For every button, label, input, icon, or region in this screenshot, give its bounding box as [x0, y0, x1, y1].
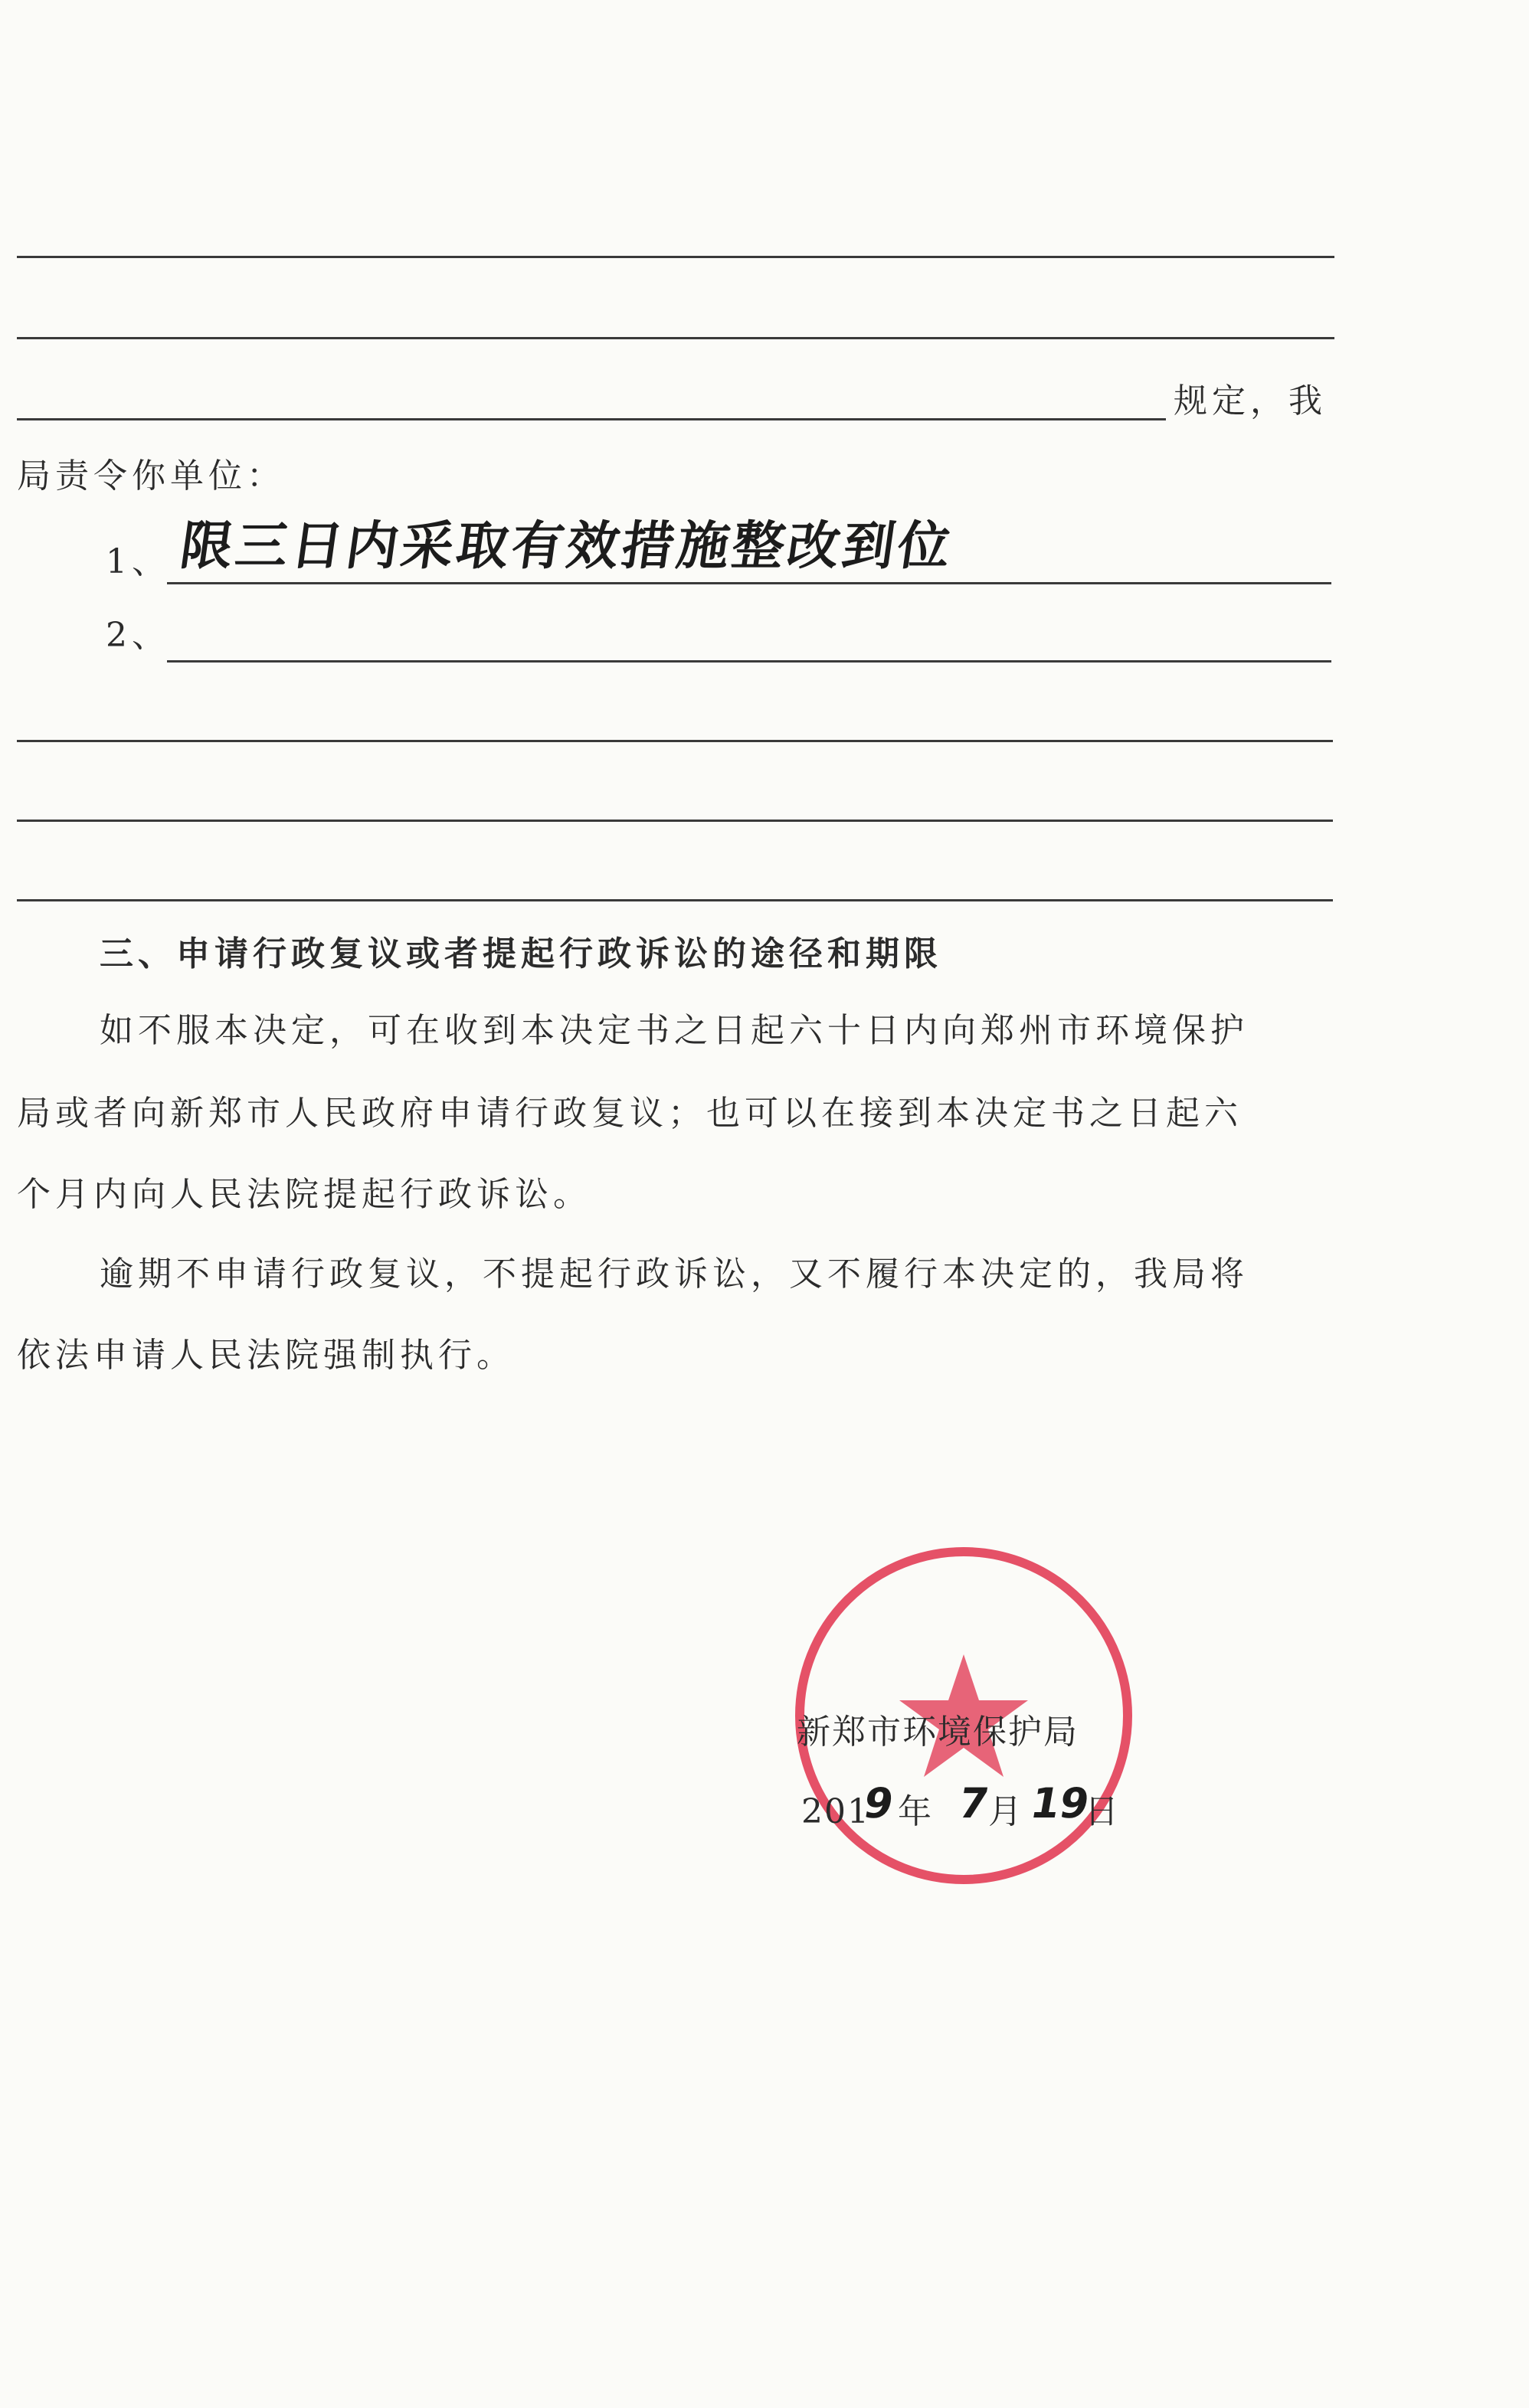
- paragraph-2-line-1: 逾期不申请行政复议，不提起行政诉讼，又不履行本决定的，我局将: [100, 1255, 1249, 1294]
- item-2-underline: [167, 660, 1331, 663]
- blank-line-4: [17, 740, 1333, 742]
- section-three-heading: 三、申请行政复议或者提起行政诉讼的途径和期限: [100, 934, 942, 973]
- date-prefix: 201: [801, 1792, 870, 1831]
- blank-line-2: [17, 337, 1334, 339]
- item-1-number: 1、: [106, 542, 170, 581]
- blank-line-3: [17, 418, 1166, 420]
- paragraph-2-line-2: 依法申请人民法院强制执行。: [17, 1336, 515, 1375]
- blank-line-1: [17, 256, 1334, 258]
- item-2-number: 2、: [106, 616, 170, 655]
- paragraph-1-line-1: 如不服本决定，可在收到本决定书之日起六十日内向郑州市环境保护: [100, 1011, 1249, 1050]
- date-month-handwritten: 7: [954, 1779, 993, 1827]
- clause-end-text: 规定，我: [1174, 381, 1327, 420]
- date-day-handwritten: 19: [1026, 1779, 1093, 1827]
- date-year-handwritten: 9: [859, 1779, 898, 1827]
- paragraph-1-line-2: 局或者向新郑市人民政府申请行政复议；也可以在接到本决定书之日起六: [17, 1094, 1243, 1133]
- issuer-name: 新郑市环境保护局: [797, 1713, 1079, 1752]
- item-1-handwritten: 限三日内采取有效措施整改到位: [176, 516, 958, 577]
- paragraph-1-line-3: 个月内向人民法院提起行政诉讼。: [17, 1175, 591, 1214]
- order-intro-text: 局责令你单位：: [17, 456, 285, 496]
- blank-line-6: [17, 899, 1333, 901]
- date-year-char: 年: [898, 1792, 936, 1831]
- blank-line-5: [17, 820, 1333, 822]
- date-month-char: 月: [988, 1792, 1026, 1831]
- item-1-underline: [167, 582, 1331, 584]
- date-day-char: 日: [1085, 1792, 1123, 1831]
